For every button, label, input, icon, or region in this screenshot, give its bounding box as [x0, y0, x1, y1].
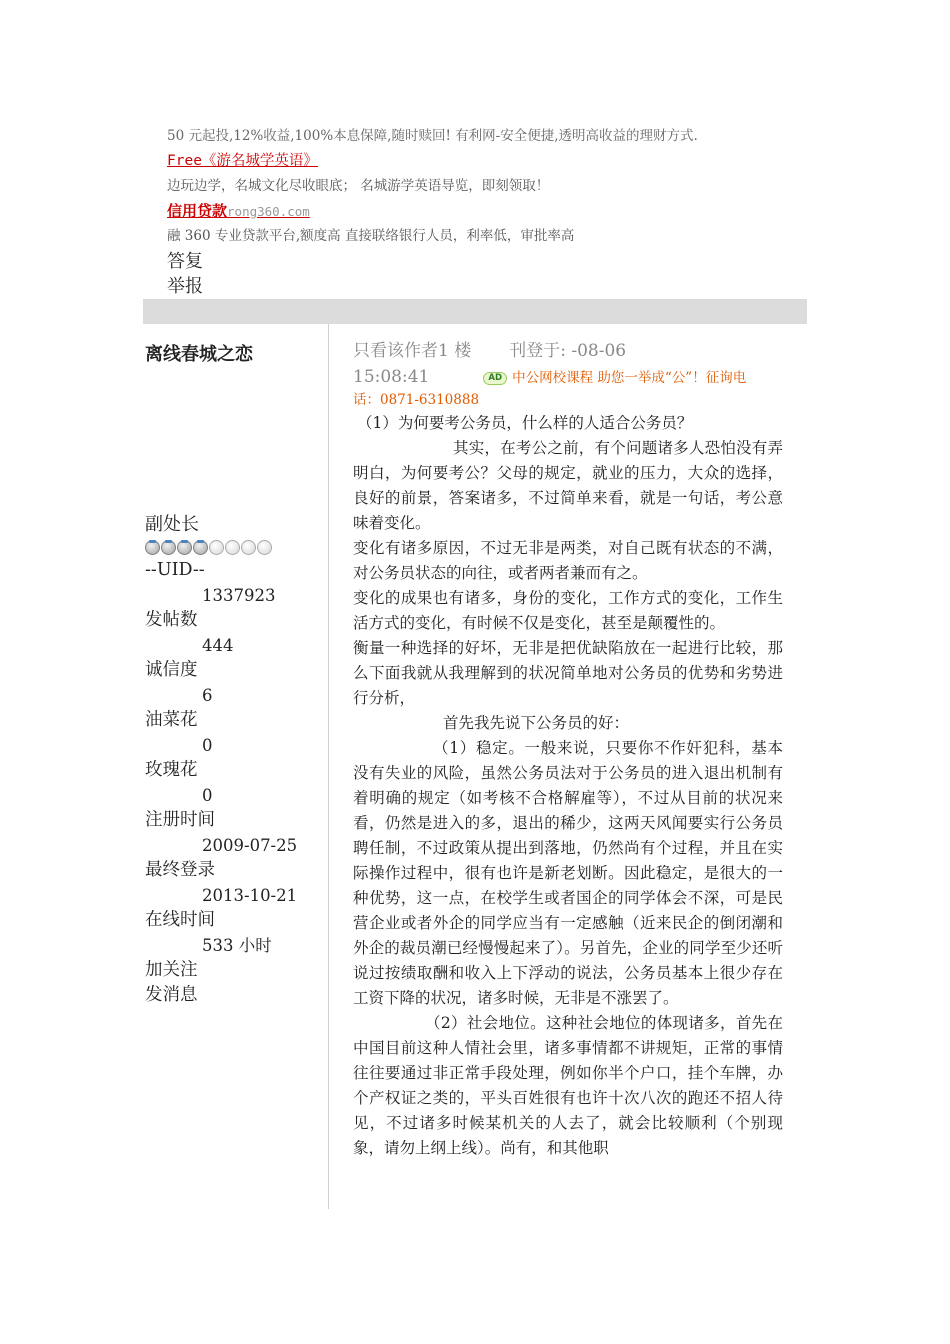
stat-label: --UID--	[145, 560, 205, 580]
rank-star-icon	[225, 540, 240, 555]
floor-number: 1 楼	[438, 341, 472, 361]
rank-star-icon	[257, 540, 272, 555]
stat-value: 1337923	[202, 586, 276, 605]
author-profile	[145, 514, 328, 1008]
ad-text-licai[interactable]: 50 元起投,12%收益,100%本息保障,随时赎回! 有利网-安全便捷,透明高收益的理财方式.	[167, 128, 698, 144]
stat-label: 玫瑰花	[145, 760, 198, 780]
post-content	[353, 338, 783, 1161]
stat-value: 0	[202, 736, 213, 755]
post-paragraph: 衡量一种选择的好坏，无非是把优缺陷放在一起进行比较，那么下面我就从我理解到的状况简单地对公务员的优势和劣势进行分析，	[353, 639, 783, 707]
rank-star-icon	[177, 540, 192, 555]
ad-block	[167, 124, 807, 299]
post-paragraph: （2）社会地位。这种社会地位的体现诸多，首先在中国目前这种人情社会里，诸多事情都不讲规矩，正常的事情往往要通过非正常手段处理，例如你半个户口，挂个车牌，办个产权证之类的，平头百姓很有也许十次八次的跑还不招人待见，不过诸多时候某机关的人去了，就会比较顺利（个别现象，请勿上纲上线）。尚有，和其他职	[353, 1014, 783, 1157]
stat-value: 0	[202, 786, 213, 805]
ad-link-loan[interactable]	[167, 199, 807, 224]
rank-stars	[145, 536, 328, 558]
ad-link-loan-label[interactable]: 信用贷款	[167, 202, 228, 220]
author-rank: 副处长	[145, 514, 199, 535]
reply-link[interactable]: 答复	[167, 251, 203, 272]
stat-label: 发帖数	[145, 610, 198, 630]
rank-star-icon	[209, 540, 224, 555]
ad-domain[interactable]: rong360.com	[227, 204, 310, 219]
ad-text-loan: 融 360 专业贷款平台,额度高 直接联络银行人员，利率低，审批率高	[167, 228, 575, 244]
post-paragraph: 其实，在考公之前，有个问题诸多人恐怕没有弄明白，为何要考公？父母的规定，就业的压力，大众的选择，良好的前景，答案诸多，不过简单来看，就是一句话，考公意味着变化。	[353, 439, 783, 532]
stat-value: 6	[202, 686, 213, 705]
rank-star-icon	[193, 540, 208, 555]
post-paragraph: （1）稳定。一般来说，只要你不作奸犯科，基本没有失业的风险，虽然公务员法对于公务员的进入退出机制有着明确的规定（如考核不合格解雇等），不过从目前的状况来看，仍然是进入的多，退出的稀少，这两天风闻要实行公务员聘任制，不过政策从提出到落地，仍然尚有个过程，并且在实际操作过程中，很有也许是新老划断。因此稳定，是很大的一种优势，这一点，在校学生或者国企的同学体会不深，可是民营企业或者外企的同学应当有一定感触（近来民企的倒闭潮和外企的裁员潮已经慢慢起来了）。另首先，企业的同学至少还听说过按绩取酬和收入上下浮动的说法，公务员基本上很少存在工资下降的状况，诸多时候，无非是不涨罢了。	[353, 739, 783, 1007]
post-meta-line2	[353, 365, 783, 389]
post-body	[353, 411, 783, 1161]
post-divider-bar	[143, 299, 807, 324]
only-author-link[interactable]: 只看该作者	[353, 341, 438, 361]
stat-label: 油菜花	[145, 710, 198, 730]
rank-star-icon	[145, 540, 160, 555]
stat-label: 注册时间	[145, 810, 215, 830]
stat-label: 在线时间	[145, 910, 215, 930]
follow-link[interactable]: 加关注	[145, 960, 198, 980]
stat-value: 2013-10-21	[202, 886, 298, 905]
stat-value: 2009-07-25	[202, 836, 298, 855]
author-stats	[145, 558, 328, 958]
post-paragraph: 变化有诸多原因，不过无非是两类，对自己既有状态的不满，对公务员状态的向往，或者两者兼而有之。	[353, 539, 783, 582]
ad-link-english[interactable]: Free《游名城学英语》	[167, 153, 318, 169]
post-paragraph: （1）为何要考公务员，什么样的人适合公务员？	[357, 414, 693, 432]
stat-value: 444	[202, 636, 234, 655]
author-sidebar	[143, 324, 329, 1209]
inline-ad-link[interactable]: 中公网校课程 助您一举成“公”！征询电	[512, 370, 747, 386]
report-link[interactable]: 举报	[167, 276, 203, 297]
post-paragraph: 首先我先说下公务员的好：	[443, 714, 630, 732]
post-paragraph: 变化的成果也有诸多，身份的变化，工作方式的变化，工作生活方式的变化，有时候不仅是变化，甚至是颠覆性的。	[353, 589, 783, 632]
post-date: 刊登于: -08-06	[509, 341, 627, 361]
post-meta	[353, 338, 783, 365]
send-message-link[interactable]: 发消息	[145, 985, 198, 1005]
ad-badge-icon: AD	[483, 372, 507, 385]
post-time: 15:08:41	[353, 367, 430, 387]
ad-text-english: 边玩边学，名城文化尽收眼底； 名城游学英语导览，即刻领取！	[167, 178, 550, 194]
author-name[interactable]: 离线春城之恋	[145, 344, 253, 365]
rank-star-icon	[241, 540, 256, 555]
stat-label: 诚信度	[145, 660, 198, 680]
stat-value: 533 小时	[202, 936, 272, 955]
stat-label: 最终登录	[145, 860, 215, 880]
rank-star-icon	[161, 540, 176, 555]
inline-ad-link-cont[interactable]: 话：0871-6310888	[353, 392, 480, 408]
